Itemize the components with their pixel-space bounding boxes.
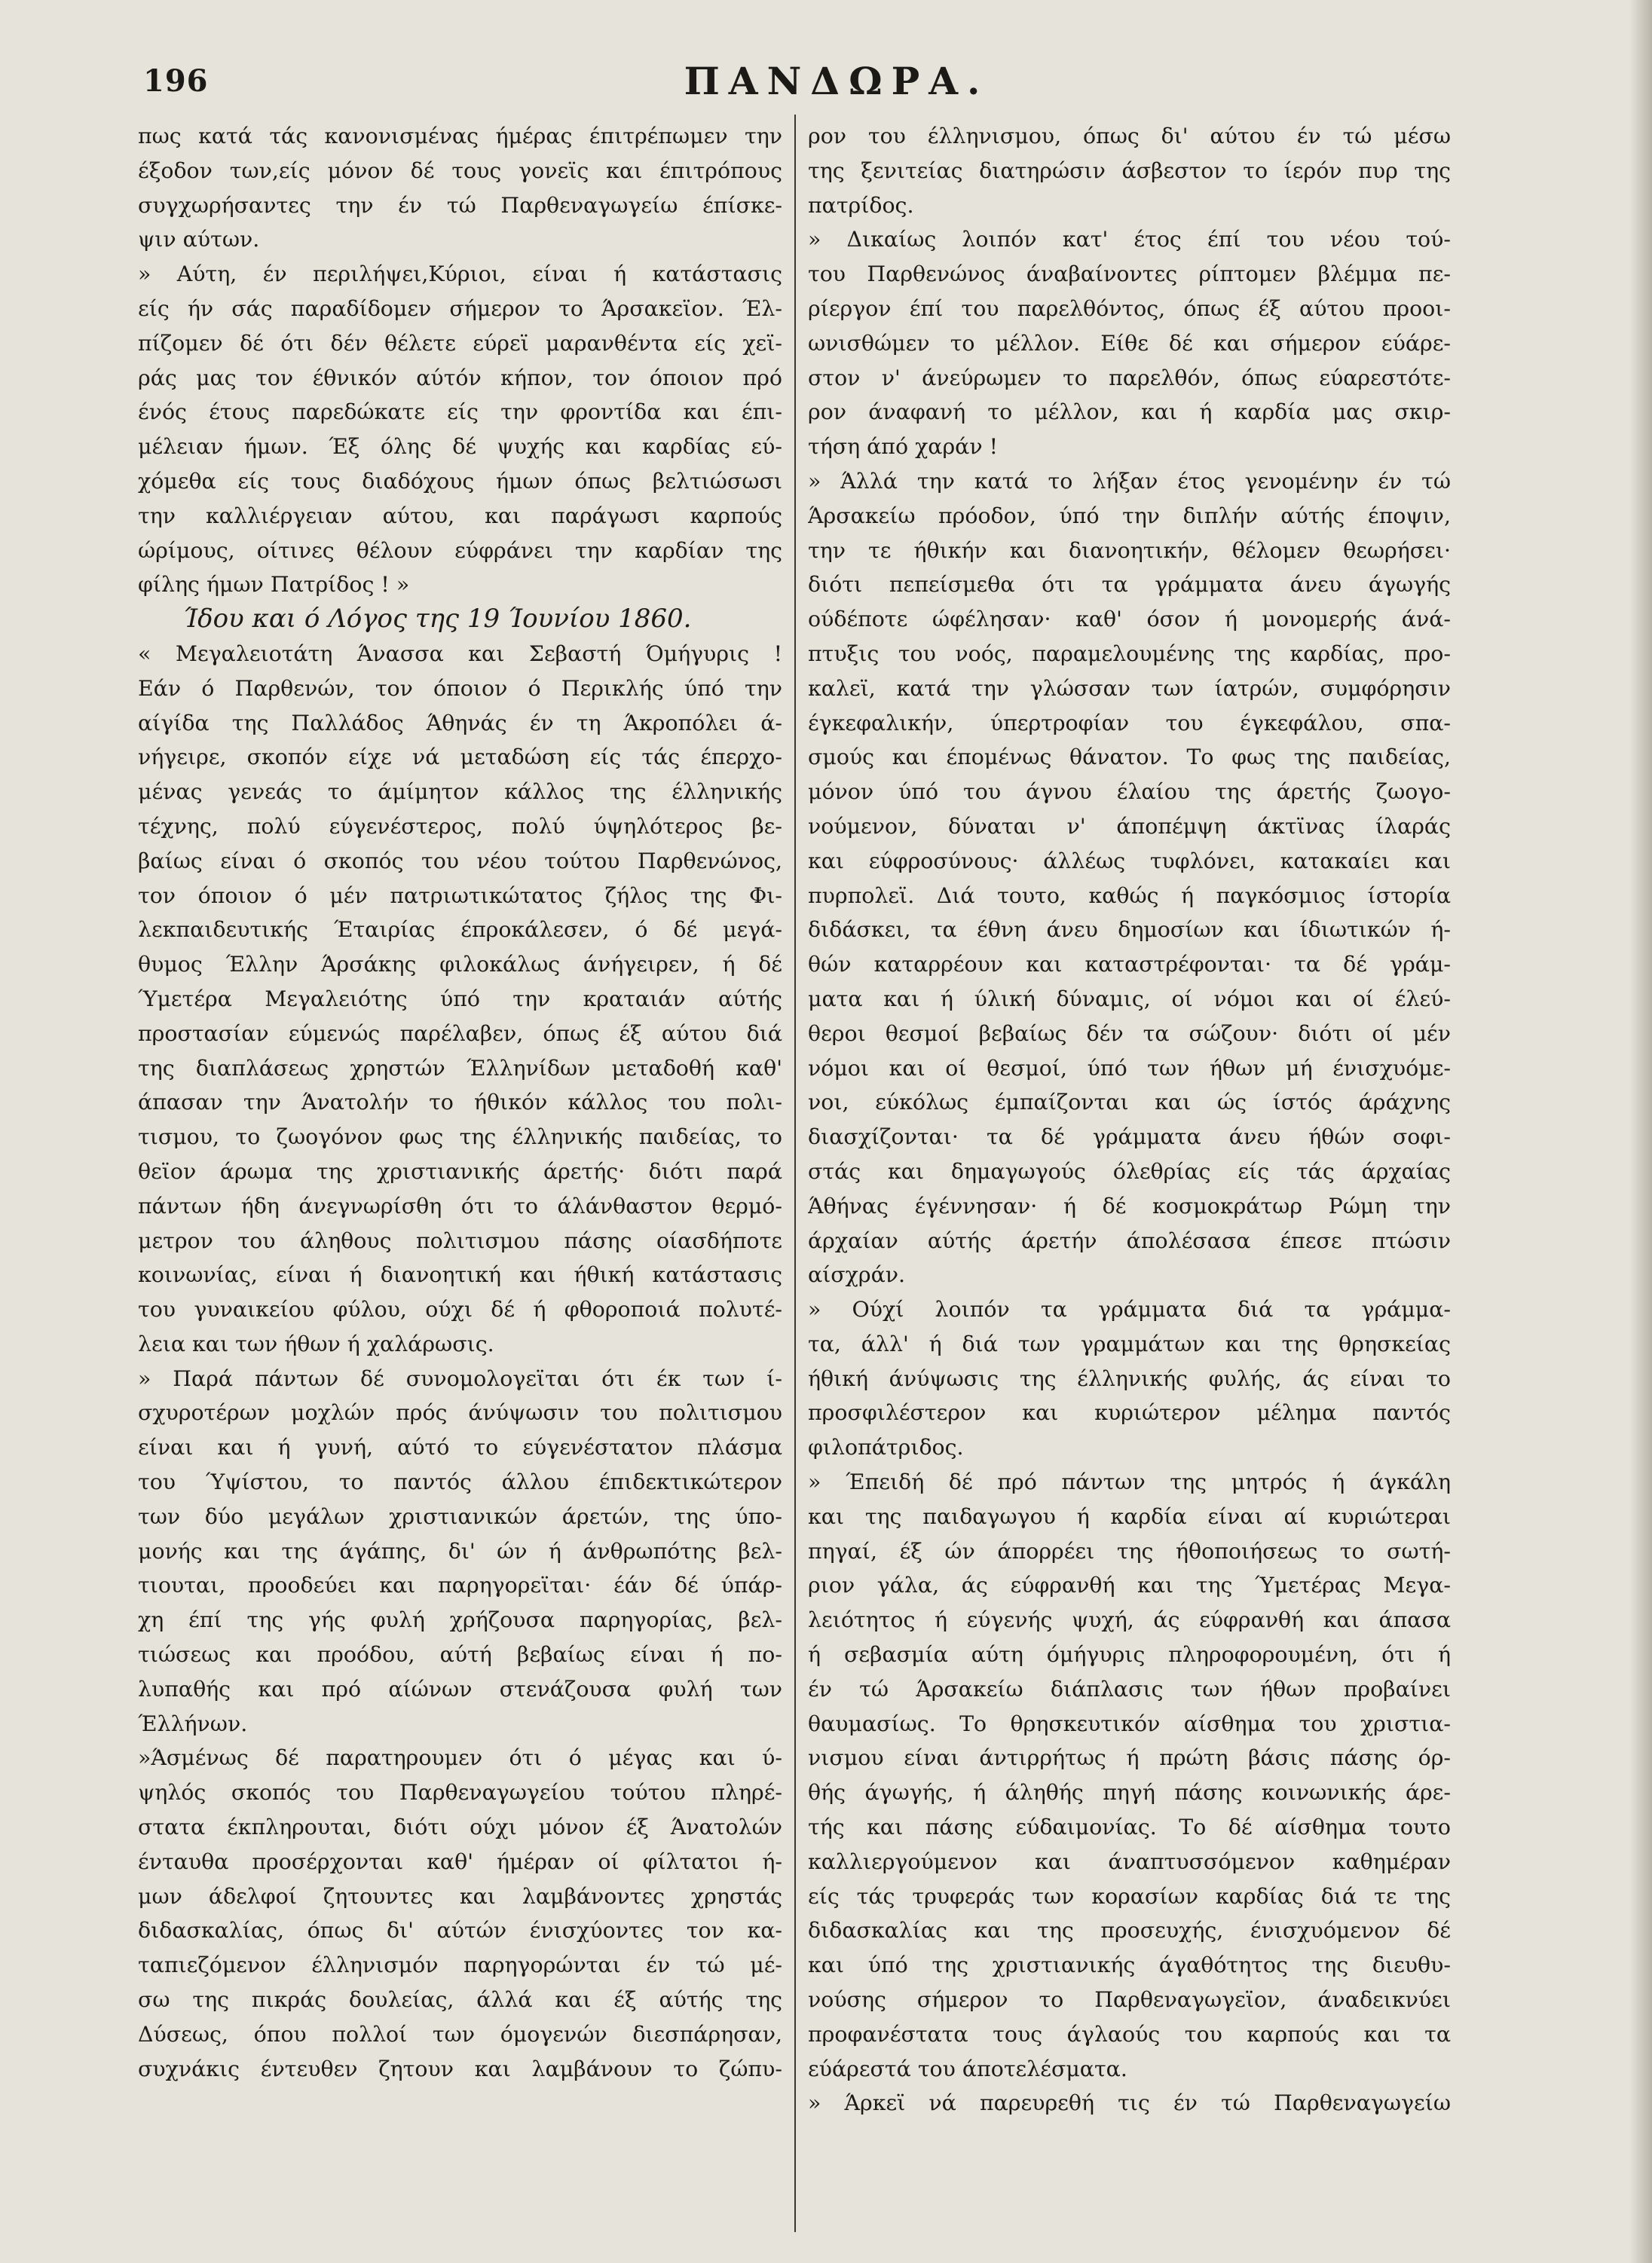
left-column xyxy=(138,119,782,2086)
text-line: τισμου, το ζωογόνον φως της έλληνικής παιδείας, το xyxy=(138,1124,782,1150)
text-line: » Δικαίως λοιπόν κατ' έτος έπί του νέου τού- xyxy=(808,227,1451,252)
text-line: διδασκαλίας και της προσευχής, ένισχυόμενον δέ xyxy=(808,1918,1451,1943)
text-line: λεκπαιδευτικής Έταιρίας έπροκάλεσεν, ό δέ μεγά- xyxy=(138,917,782,943)
text-line: και ύπό της χριστιανικής άγαθότητος της διευθυ- xyxy=(808,1953,1451,1978)
text-line: προσφιλέστερον και κυριώτερον μέλημα παντός xyxy=(808,1400,1451,1426)
text-line: μένας γενεάς το άμίμητον κάλλος της έλληνικής xyxy=(138,779,782,805)
text-line: » Έπειδή δέ πρό πάντων της μητρός ή άγκάλη xyxy=(808,1469,1451,1495)
text-line: τον όποιον ό μέν πατριωτικώτατος ζήλος της Φι- xyxy=(138,882,782,908)
text-line: αίσχράν. xyxy=(808,1262,906,1288)
text-line: είς ήν σάς παραδίδομεν σήμερον το Άρσακεϊον. Έλ- xyxy=(138,295,782,321)
text-line: συγχωρήσαντες την έν τώ Παρθεναγωγείω έπίσκε- xyxy=(138,192,782,218)
text-line: θής άγωγής, ή άληθής πηγή πάσης κοινωνικής άρε- xyxy=(808,1780,1451,1806)
text-line: θεροι θεσμοί βεβαίως δέν τα σώζουν· διότι οί μέν xyxy=(808,1020,1451,1046)
text-line: πηγαί, έξ ών άπορρέει της ήθοποιήσεως το σωτή- xyxy=(808,1538,1451,1564)
text-line: τέχνης, πολύ εύγενέστερος, πολύ ύψηλότερος βε- xyxy=(138,813,782,839)
text-line: την καλλιέργειαν αύτου, και παράγωσι καρπούς xyxy=(138,503,782,528)
text-line: τιώσεως και προόδου, αύτή βεβαίως είναι ή πο- xyxy=(138,1642,782,1668)
text-line: λειότητος ή εύγενής ψυχή, άς εύφρανθή και άπασα xyxy=(808,1607,1451,1633)
text-line: ράς μας τον έθνικόν αύτόν κήπον, τον όποιον πρό xyxy=(138,365,782,390)
text-line: ψηλός σκοπός του Παρθεναγωγείου τούτου πληρέ- xyxy=(138,1780,782,1806)
text-line: ρον άναφανή το μέλλον, και ή καρδία μας σκιρ- xyxy=(808,399,1451,425)
text-line: πίζομεν δέ ότι δέν θέλετε εύρεϊ μαρανθέντα είς χεϊ- xyxy=(138,330,782,356)
text-line: ματα και ή ύλική δύναμις, οί νόμοι και οί έλεύ- xyxy=(808,986,1451,1011)
text-line: μόνον ύπό του άγνου έλαίου της άρετής ζωογο- xyxy=(808,779,1451,805)
text-line: νήγειρε, σκοπόν είχε νά μεταδώση είς τάς έπερχο- xyxy=(138,745,782,770)
text-line: του γυναικείου φύλου, ούχι δέ ή φθοροποιά πολυτέ- xyxy=(138,1297,782,1323)
text-line: Εάν ό Παρθενών, τον όποιον ό Περικλής ύπό την xyxy=(138,675,782,701)
text-line: Άρσακείω πρόοδον, ύπό την διπλήν αύτής έποψιν, xyxy=(808,503,1451,528)
text-line: πάντων ήδη άνεγνωρίσθη ότι το άλάνθαστον θερμό- xyxy=(138,1193,782,1219)
text-line: είς τάς τρυφεράς των κορασίων καρδίας διά τε της xyxy=(808,1883,1451,1909)
text-line: είναι και ή γυνή, αύτό το εύγενέστατον πλάσμα xyxy=(138,1435,782,1460)
text-line: σω της πικράς δουλείας, άλλά και έξ αύτής της xyxy=(138,1987,782,2013)
text-line: νόμοι και οί θεσμοί, ύπό των ήθων μή ένισχυόμε- xyxy=(808,1055,1451,1081)
text-line: »Άσμένως δέ παρατηρουμεν ότι ό μέγας και ύ- xyxy=(138,1745,782,1771)
text-line: ένταυθα προσέρχονται καθ' ήμέραν οί φίλτατοι ή- xyxy=(138,1849,782,1874)
text-line: νούσης σήμερον το Παρθεναγωγεϊον, άναδεικνύει xyxy=(808,1987,1451,2013)
text-line: αίγίδα της Παλλάδος Άθηνάς έν τη Άκροπόλει ά- xyxy=(138,710,782,735)
speech-heading: Ίδου και ό Λόγος της 19 Ίουνίου 1860. xyxy=(183,604,692,635)
text-line: των δύο μεγάλων χριστιανικών άρετών, της ύπο- xyxy=(138,1503,782,1529)
text-line: ψιν αύτων. xyxy=(138,227,260,252)
text-line: πτυξις του νοός, παραμελουμένης της καρδίας, προ- xyxy=(808,641,1451,666)
text-line: ένός έτους παρεδώκατε είς την φροντίδα και έπι- xyxy=(138,399,782,425)
text-line: κοινωνίας, είναι ή διανοητική και ήθική κατάστασις xyxy=(138,1262,782,1288)
text-line: συχνάκις έντευθεν ζητουν και λαμβάνουν το ζώπυ- xyxy=(138,2056,782,2081)
text-line: προφανέστατα τους άγλαούς του καρπούς και τα xyxy=(808,2021,1451,2047)
text-line: σμούς και έπομένως θάνατον. Το φως της παιδείας, xyxy=(808,745,1451,770)
text-line: » Αύτη, έν περιλήψει,Κύριοι, είναι ή κατάστασις xyxy=(138,261,782,287)
text-line: της ξενιτείας διατηρώσιν άσβεστον το ίερόν πυρ της xyxy=(808,157,1451,183)
text-line: ήθική άνύψωσις της έλληνικής φυλής, άς είναι το xyxy=(808,1365,1451,1391)
text-line: ταπιεζόμενον έλληνισμόν παρηγορώνται έν τώ μέ- xyxy=(138,1953,782,1978)
text-line: ή σεβασμία αύτη όμήγυρις πληροφορουμένη, ότι ή xyxy=(808,1642,1451,1668)
text-line: ούδέποτε ώφέλησαν· καθ' όσον ή μονομερής άνά- xyxy=(808,607,1451,632)
column-divider xyxy=(794,115,796,2232)
page-number: 196 xyxy=(143,63,209,99)
text-line: » Παρά πάντων δέ συνομολογεϊται ότι έκ των ί- xyxy=(138,1365,782,1391)
text-line: στον ν' άνεύρωμεν το παρελθόν, όπως εύαρεστότε- xyxy=(808,365,1451,390)
text-line: προστασίαν εύμενώς παρέλαβεν, όπως έξ αύτου διά xyxy=(138,1020,782,1046)
text-line: μονής και της άγάπης, δι' ών ή άνθρωπότης βελ- xyxy=(138,1538,782,1564)
text-line: Δύσεως, όπου πολλοί των όμογενών διεσπάρησαν, xyxy=(138,2021,782,2047)
text-line: Άθήνας έγέννησαν· ή δέ κοσμοκράτωρ Ρώμη την xyxy=(808,1193,1451,1219)
text-line: ρον του έλληνισμου, όπως δι' αύτου έν τώ μέσω xyxy=(808,124,1451,148)
text-line: ώρίμους, οίτινες θέλουν εύφράνει την καρδίαν της xyxy=(138,537,782,563)
text-line: μων άδελφοί ζητουντες και λαμβάνοντες χρηστάς xyxy=(138,1883,782,1909)
text-line: λυπαθής και πρό αίώνων στενάζουσα φυλή των xyxy=(138,1676,782,1702)
text-line: νοι, εύκόλως έμπαίζονται και ώς ίστός άράχνης xyxy=(808,1090,1451,1115)
text-line: » Άρκεϊ νά παρευρεθή τις έν τώ Παρθεναγωγείω xyxy=(808,2090,1451,2116)
text-line: του Ύψίστου, το παντός άλλου έπιδεκτικώτερον xyxy=(138,1469,782,1495)
text-line: διδάσκει, τα έθνη άνευ δημοσίων και ίδιωτικών ή- xyxy=(808,917,1451,943)
text-line: χη έπί της γής φυλή χρήζουσα παρηγορίας, βελ- xyxy=(138,1607,782,1633)
text-line: άρχαίαν αύτής άρετήν άπολέσασα έπεσε πτώσιν xyxy=(808,1228,1451,1253)
text-line: χόμεθα είς τους διαδόχους ήμων όπως βελτιώσωσι xyxy=(138,468,782,494)
text-line: έν τώ Άρσακείω διάπλασις των ήθων προβαίνει xyxy=(808,1676,1451,1702)
text-line: ρίεργον έπί του παρελθόντος, όπως έξ αύτου προοι- xyxy=(808,295,1451,321)
page-binding-shadow xyxy=(1629,0,1652,2263)
text-line: θών καταρρέουν και καταστρέφονται· τα δέ γράμ- xyxy=(808,952,1451,977)
text-line: » Άλλά την κατά το λήξαν έτος γενομένην έν τώ xyxy=(808,468,1451,494)
text-line: πατρίδος. xyxy=(808,192,914,218)
text-line: θαυμασίως. Το θρησκευτικόν αίσθημα του χριστια- xyxy=(808,1711,1451,1736)
text-line: πως κατά τάς κανονισμένας ήμέρας έπιτρέπωμεν την xyxy=(138,124,782,148)
text-line: λεια και των ήθων ή χαλάρωσις. xyxy=(138,1331,494,1356)
text-line: βαίως είναι ό σκοπός του νέου τούτου Παρθενώνος, xyxy=(138,848,782,873)
text-line: τήση άπό χαράν ! xyxy=(808,434,999,460)
text-line: καλλιεργούμενον και άναπτυσσόμενον καθημέραν xyxy=(808,1849,1451,1874)
text-line: νούμενον, δύναται ν' άποπέμψη άκτϊνας ίλαράς xyxy=(808,813,1451,839)
text-line: μετρον του άληθους πολιτισμου πάσης οίασδήποτε xyxy=(138,1228,782,1253)
text-line: θυμος Έλλην Άρσάκης φιλοκάλως άνήγειρεν, ή δέ xyxy=(138,952,782,977)
text-line: τα, άλλ' ή διά των γραμμάτων και της θρησκείας xyxy=(808,1331,1451,1356)
text-line: διασχίζονται· τα δέ γράμματα άνευ ήθών σοφι- xyxy=(808,1124,1451,1150)
text-line: άπασαν την Άνατολήν το ήθικόν κάλλος του πολι- xyxy=(138,1090,782,1115)
text-line: τιουται, προοδεύει και παρηγορεϊται· έάν δέ ύπάρ- xyxy=(138,1573,782,1598)
text-line: φιλοπάτριδος. xyxy=(808,1435,964,1460)
text-line: « Μεγαλειοτάτη Άνασσα και Σεβαστή Όμήγυρις ! xyxy=(138,641,782,666)
text-line: θεϊον άρωμα της χριστιανικής άρετής· διότι παρά xyxy=(138,1158,782,1184)
text-line: ωνισθώμεν το μέλλον. Είθε δέ και σήμερον εύάρε- xyxy=(808,330,1451,356)
text-line: ριον γάλα, άς εύφρανθή και της Ύμετέρας Μεγα- xyxy=(808,1573,1451,1598)
text-line: του Παρθενώνος άναβαίνοντες ρίπτομεν βλέμμα πε- xyxy=(808,261,1451,287)
text-line: στάς και δημαγωγούς όλεθρίας είς τάς άρχαίας xyxy=(808,1158,1451,1184)
text-line: και της παιδαγωγου ή καρδία είναι αί κυριώτεραι xyxy=(808,1503,1451,1529)
text-line: » Ούχί λοιπόν τα γράμματα διά τα γράμμα- xyxy=(808,1297,1451,1323)
page-header xyxy=(143,59,1530,112)
text-line: έξοδον των,είς μόνον δέ τους γονεϊς και έπιτρόπους xyxy=(138,157,782,183)
text-line: τής και πάσης εύδαιμονίας. Το δέ αίσθημα τουτο xyxy=(808,1815,1451,1840)
text-line: εύάρεστά του άποτελέσματα. xyxy=(808,2056,1127,2081)
right-column xyxy=(808,119,1451,2121)
text-line: καλεϊ, κατά την γλώσσαν των ίατρών, συμφόρησιν xyxy=(808,675,1451,701)
text-line: πυρπολεϊ. Διά τουτο, καθώς ή παγκόσμιος ίστορία xyxy=(808,882,1451,908)
text-line: διότι πεπείσμεθα ότι τα γράμματα άνευ άγωγής xyxy=(808,572,1451,598)
text-line: την τε ήθικήν και διανοητικήν, θέλομεν θεωρήσει· xyxy=(808,537,1451,563)
text-line: Έλλήνων. xyxy=(138,1711,248,1736)
text-line: της διαπλάσεως χρηστών Έλληνίδων μεταδοθή καθ' xyxy=(138,1055,782,1081)
text-line: στατα έκπληρουται, διότι ούχι μόνον έξ Άνατολών xyxy=(138,1815,782,1840)
text-line: και εύφροσύνους· άλλέως τυφλόνει, κατακαίει και xyxy=(808,848,1451,873)
text-line: έγκεφαλικήν, ύπερτροφίαν του έγκεφάλου, σπα- xyxy=(808,710,1451,735)
journal-title: ΠΑΝΔΩΡΑ. xyxy=(684,59,990,103)
text-line: Ύμετέρα Μεγαλειότης ύπό την κραταιάν αύτής xyxy=(138,986,782,1011)
text-line: διδασκαλίας, όπως δι' αύτών ένισχύοντες τον κα- xyxy=(138,1918,782,1943)
text-line: μέλειαν ήμων. Έξ όλης δέ ψυχής και καρδίας εύ- xyxy=(138,434,782,460)
text-line: φίλης ήμων Πατρίδος ! » xyxy=(138,572,410,598)
text-line: σχυροτέρων μοχλών πρός άνύψωσιν του πολιτισμου xyxy=(138,1400,782,1426)
text-line: νισμου είναι άντιρρήτως ή πρώτη βάσις πάσης όρ- xyxy=(808,1745,1451,1771)
